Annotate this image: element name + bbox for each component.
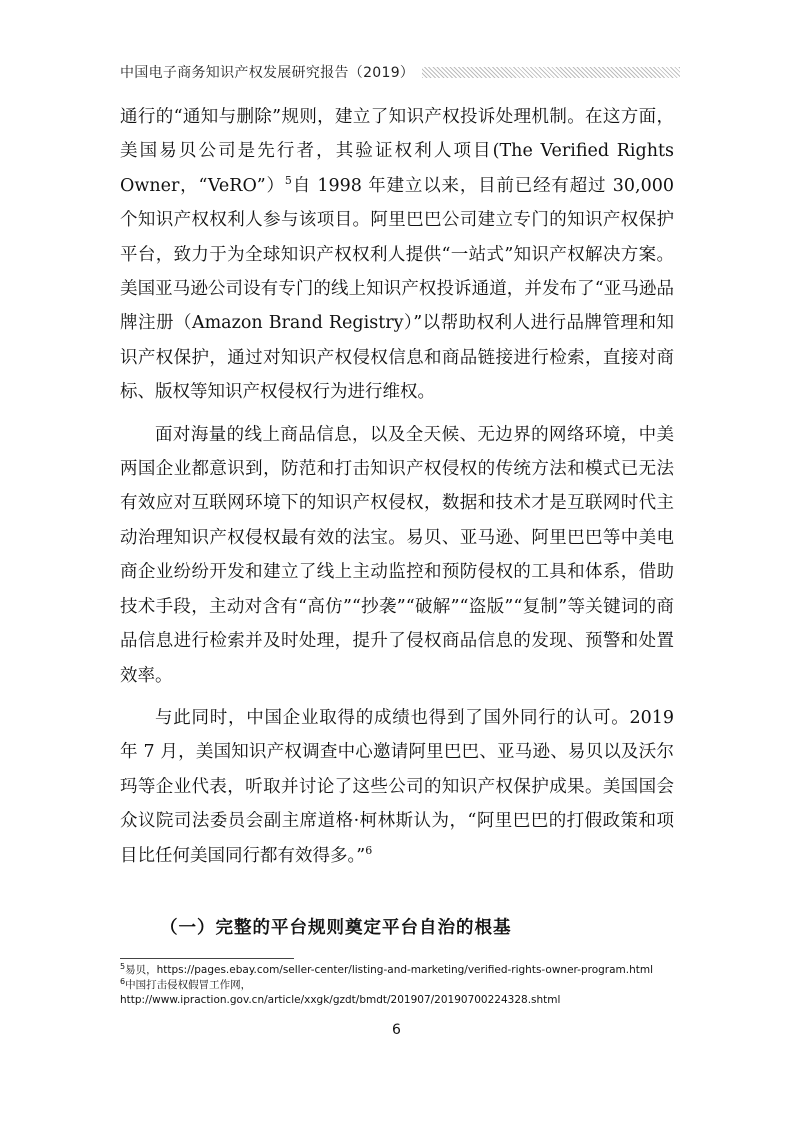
running-header bbox=[120, 62, 680, 82]
section-heading: （一）完整的平台规则奠定平台自治的根基 bbox=[160, 918, 512, 938]
paragraph-1-part-b: 自 1998 年建立以来，目前已经有超过 30,000 个知识产权权利人参与该项目。阿里巴巴公司建立专门的知识产权保护平台，致力于为全球知识产权权利人提供“一站式”知识产权解决方案。美国亚马逊公司设有专门的线上知识产权投诉通道，并发布了“亚马逊品牌注册（Amazon Brand Registry）”以帮助权利人进行品牌管理和知识产权保护，通过对知识产权侵权信息和商品链接进行检索，直接对商标、版权等知识产权侵权行为进行维权。 bbox=[120, 175, 674, 403]
footnote-5-text[interactable]: 易贝，https://pages.ebay.com/seller-center/listing-and-marketing/verified-rights-owner-program.html bbox=[125, 964, 654, 976]
footnote-6 bbox=[120, 978, 680, 993]
paragraph-3-text: 与此同时，中国企业取得的成绩也得到了国外同行的认可。2019 年 7 月，美国知识产权调查中心邀请阿里巴巴、亚马逊、易贝以及沃尔玛等企业代表，听取并讨论了这些公司的知识产权保护成果。美国国会众议院司法委员会副主席道格·柯林斯认为，“阿里巴巴的打假政策和项目比任何美国同行都有效得多。” bbox=[120, 707, 674, 866]
footnote-5-number: 5 bbox=[120, 962, 126, 971]
footnotes bbox=[120, 963, 680, 1008]
paragraph-1 bbox=[120, 100, 674, 410]
footnote-ref-5[interactable]: 5 bbox=[284, 173, 292, 187]
page-number: 6 bbox=[392, 1022, 401, 1038]
footnote-6-url[interactable]: http://www.ipraction.gov.cn/article/xxgk/gzdt/bmdt/201907/20190700224328.shtml bbox=[120, 994, 561, 1006]
header-title: 中国电子商务知识产权发展研究报告（2019） bbox=[120, 65, 415, 81]
body-text bbox=[120, 100, 674, 881]
paragraph-1-part-a: 通行的“通知与删除”规则，建立了知识产权投诉处理机制。在这方面，美国易贝公司是先行者，其验证权利人项目(The Verified Rights Owner，“VeRO”） bbox=[120, 107, 674, 196]
footnote-ref-6[interactable]: 6 bbox=[365, 843, 373, 857]
paragraph-2: 面对海量的线上商品信息，以及全天候、无边界的网络环境，中美两国企业都意识到，防范和打击知识产权侵权的传统方法和模式已无法有效应对互联网环境下的知识产权侵权，数据和技术才是互联网时代主动治理知识产权侵权最有效的法宝。易贝、亚马逊、阿里巴巴等中美电商企业纷纷开发和建立了线上主动监控和预防侵权的工具和体系，借助技术手段，主动对含有“高仿”“抄袭”“破解”“盗版”“复制”等关键词的商品信息进行检索并及时处理，提升了侵权商品信息的发现、预警和处置效率。 bbox=[120, 424, 674, 686]
footnote-6-number: 6 bbox=[120, 977, 126, 986]
footnote-separator bbox=[120, 958, 294, 959]
header-decorative-band bbox=[422, 67, 680, 78]
footnote-6-text: 中国打击侵权假冒工作网， bbox=[125, 979, 252, 991]
footnote-5 bbox=[120, 963, 680, 978]
paragraph-3 bbox=[120, 701, 674, 873]
